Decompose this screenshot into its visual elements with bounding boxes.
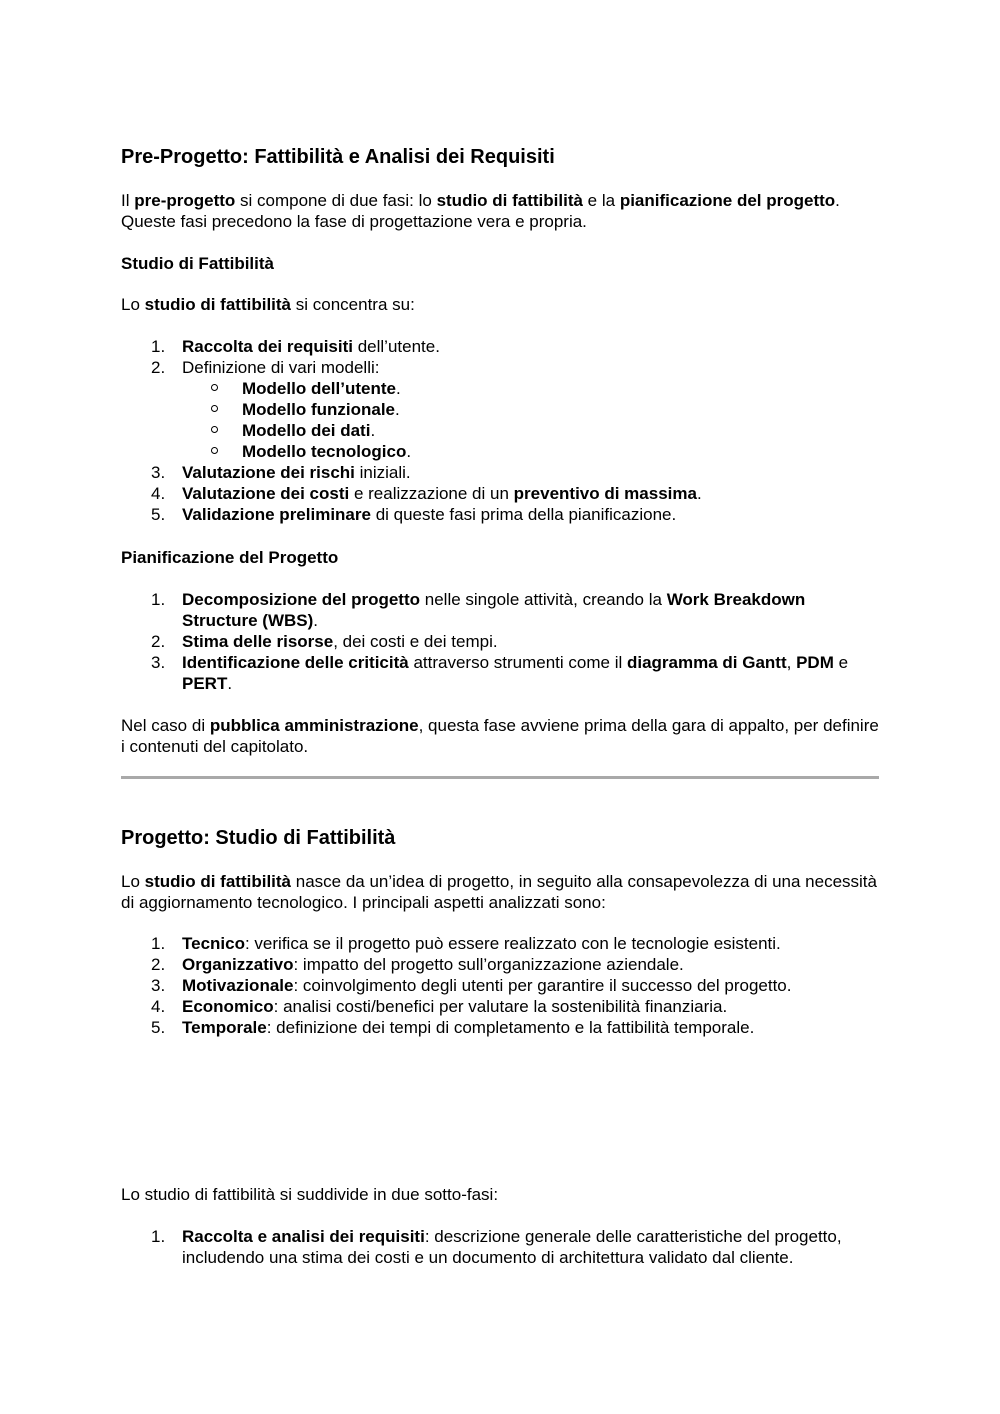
horizontal-divider xyxy=(121,776,879,779)
list-item: 3. Identificazione delle criticità attraverso strumenti come il diagramma di Gantt, PDM e PERT. xyxy=(151,653,849,693)
section-title-pre-progetto: Pre-Progetto: Fattibilità e Analisi dei Requisiti xyxy=(121,146,555,168)
studio-lead-paragraph: Lo studio di fattibilità si concentra su: xyxy=(121,295,415,314)
closing-paragraph: Nel caso di pubblica amministrazione, questa fase avviene prima della gara di appalto, per definire i contenuti del capitolato. xyxy=(121,716,879,756)
section-title-progetto: Progetto: Studio di Fattibilità xyxy=(121,827,396,849)
subphases-lead-paragraph: Lo studio di fattibilità si suddivide in due sotto-fasi: xyxy=(121,1185,499,1204)
modelli-sublist xyxy=(182,378,879,462)
list-item: 5. Validazione preliminare di queste fasi prima della pianificazione. xyxy=(151,505,677,524)
list-item: 1. Decomposizione del progetto nelle singole attività, creando la Work Breakdown Structure (WBS). xyxy=(151,590,806,630)
list-item: 1. Raccolta dei requisiti dell’utente. xyxy=(151,337,440,356)
list-item: 2. Stima delle risorse, dei costi e dei tempi. xyxy=(151,632,498,651)
list-item: 4. Economico: analisi costi/benefici per valutare la sostenibilità finanziaria. xyxy=(151,997,728,1016)
list-item: 2. Organizzativo: impatto del progetto sull’organizzazione aziendale. xyxy=(151,955,684,974)
list-item: 1. Tecnico: verifica se il progetto può essere realizzato con le tecnologie esistenti. xyxy=(151,934,781,953)
sublist-item: Modello funzionale. xyxy=(182,399,879,420)
subphases-list xyxy=(121,1226,879,1268)
hollow-bullet-icon xyxy=(211,447,218,454)
list-item: 5. Temporale: definizione dei tempi di completamento e la fattibilità temporale. xyxy=(151,1018,755,1037)
hollow-bullet-icon xyxy=(211,405,218,412)
studio-fattibilita-list xyxy=(121,336,879,525)
progetto-intro-paragraph: Lo studio di fattibilità nasce da un’idea di progetto, in seguito alla consapevolezza di una necessità di aggiornamento tecnologico. I principali aspetti analizzati sono: xyxy=(121,872,877,912)
sublist-item: Modello dell’utente. xyxy=(182,378,879,399)
list-item: 2. Definizione di vari modelli: Modello dell’utente. Modello funzionale. Modello dei dati. Modello tecnologico. xyxy=(121,357,879,462)
intro-paragraph: Il pre-progetto si compone di due fasi: lo studio di fattibilità e la pianificazione del progetto. Queste fasi precedono la fase di progettazione vera e propria. xyxy=(121,191,840,231)
sublist-item: Modello dei dati. xyxy=(182,420,879,441)
pianificazione-list xyxy=(121,589,879,694)
list-item: 3. Motivazionale: coinvolgimento degli utenti per garantire il successo del progetto. xyxy=(151,976,792,995)
list-item: 1. Raccolta e analisi dei requisiti: descrizione generale delle caratteristiche del progetto, includendo una stima dei costi e un documento di architettura validato dal cliente. xyxy=(151,1227,842,1267)
subheading-pianificazione: Pianificazione del Progetto xyxy=(121,548,339,567)
hollow-bullet-icon xyxy=(211,426,218,433)
hollow-bullet-icon xyxy=(211,384,218,391)
list-item: 3. Valutazione dei rischi iniziali. xyxy=(151,463,411,482)
list-item: 4. Valutazione dei costi e realizzazione di un preventivo di massima. xyxy=(151,484,702,503)
sublist-item: Modello tecnologico. xyxy=(182,441,879,462)
subheading-studio-fattibilita: Studio di Fattibilità xyxy=(121,254,274,273)
aspetti-list xyxy=(121,933,879,1038)
